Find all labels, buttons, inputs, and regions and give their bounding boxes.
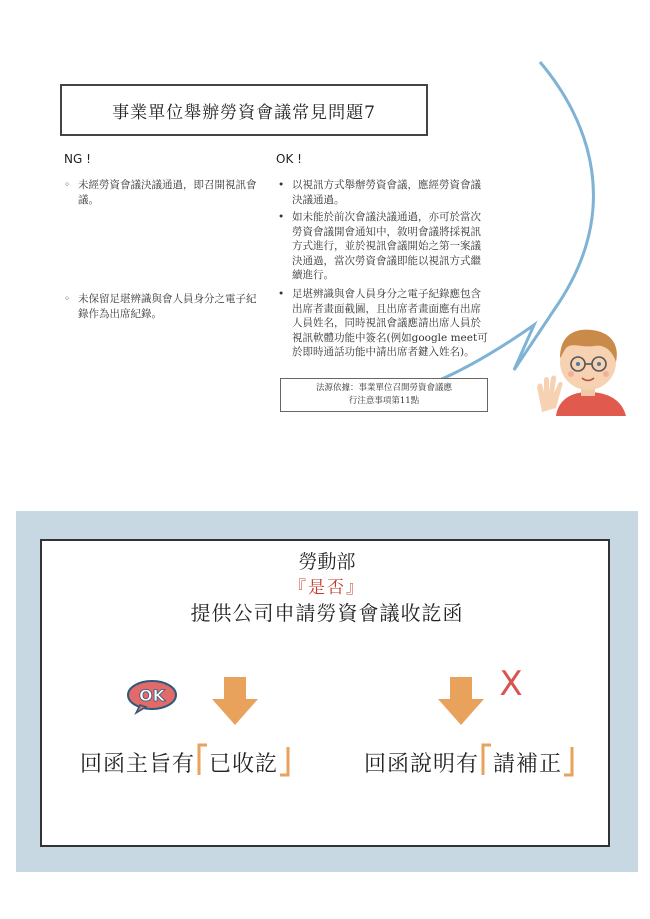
ng-item: ◦ 未保留足堪辨識與會人員身分之電子紀錄作為出席紀錄。 [64, 293, 257, 320]
ok-badge-icon [126, 677, 178, 715]
ministry-reply-slide [16, 511, 638, 872]
ok-item: • 如未能於前次會議決議通過，亦可於當次勞資會議開會通知中，敘明會議將採視訊方式進行，並於視訊會議開始之第一案議決通過，當次勞資會議即能以視訊方式繼續進行。 [278, 211, 481, 281]
reply-correction-quote: 請補正 [493, 752, 563, 777]
ng-item: ◦ 未經勞資會議決議通過，即召開視訊會議。 [64, 179, 257, 206]
x-mark-text: X [499, 664, 523, 703]
close-corner-bracket-icon [278, 741, 292, 781]
legal-basis-line: 行注意事項第11點 [348, 396, 420, 406]
ministry-label: 勞動部 [298, 551, 356, 573]
whether-label: 『是否』 [289, 578, 365, 598]
ok-item: • 足堪辨識與會人員身分之電子紀錄應包含出席者畫面截圖，且出席者畫面應有出席人員姓名，同時視訊會議應請出席人員於視訊軟體功能中簽名(例如google meet可於即時通話功能中請出席者鍵入姓名)。 [278, 288, 488, 358]
reply-received-text: 回函主旨有 [80, 752, 196, 777]
reply-correction [364, 741, 576, 781]
slide-title: 事業單位舉辦勞資會議常見問題7 [60, 84, 428, 136]
ok-heading: OK ! [276, 152, 302, 166]
reply-received [80, 741, 292, 781]
open-corner-bracket-icon [479, 741, 493, 781]
legal-basis-box [280, 378, 488, 412]
legal-basis-line: 法源依據：事業單位召開勞資會議應 [315, 383, 452, 393]
reply-panel [40, 539, 610, 847]
ok-badge-text: OK [139, 686, 165, 705]
ng-heading: NG ! [64, 152, 91, 166]
faq-slide [14, 60, 642, 416]
reply-received-quote: 已收訖 [209, 752, 279, 777]
down-arrow-icon [436, 677, 486, 727]
ok-item: • 以視訊方式舉辦勞資會議，應經勞資會議決議通過。 [278, 179, 481, 206]
down-arrow-icon [210, 677, 260, 727]
close-corner-bracket-icon [562, 741, 576, 781]
open-corner-bracket-icon [195, 741, 209, 781]
waving-boy-illustration [516, 322, 642, 416]
x-mark-icon [494, 663, 528, 703]
reply-correction-text: 回函說明有 [364, 752, 480, 777]
question-text: 提供公司申請勞資會議收訖函 [190, 601, 464, 625]
